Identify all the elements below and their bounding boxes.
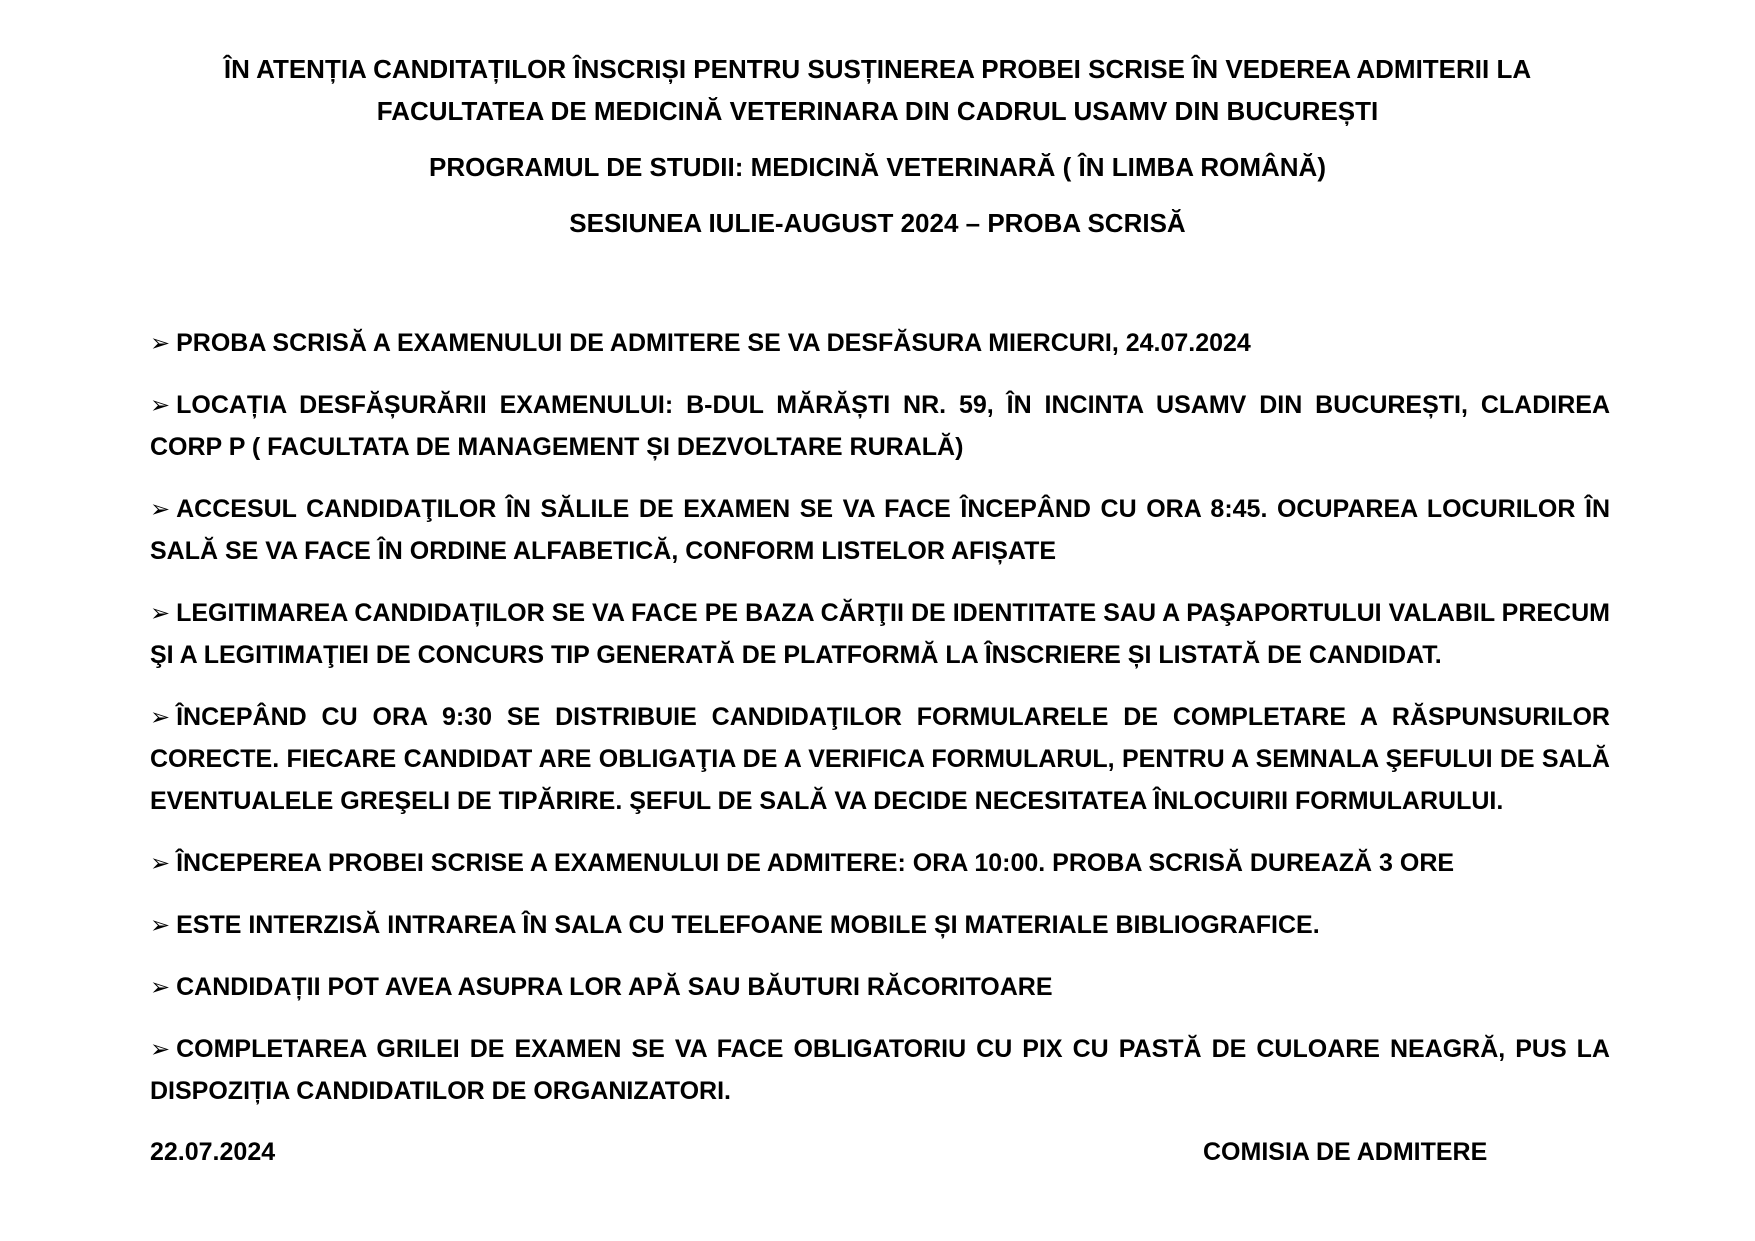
session-title: SESIUNEA IULIE-AUGUST 2024 – PROBA SCRISĂ [569, 208, 1186, 238]
list-item [150, 488, 1610, 572]
arrow-bullet-icon: ➢ [150, 391, 171, 419]
arrow-bullet-icon: ➢ [150, 329, 171, 357]
header-line-1: ÎN ATENȚIA CANDITAȚILOR ÎNSCRIȘI PENTRU SUSȚINEREA PROBEI SCRISE ÎN VEDEREA ADMITERII LA [223, 54, 1532, 84]
arrow-bullet-icon: ➢ [150, 973, 171, 1001]
arrow-bullet-icon: ➢ [150, 1035, 171, 1063]
document-header [150, 48, 1605, 244]
program-title: PROGRAMUL DE STUDII: MEDICINĂ VETERINARĂ ( ÎN LIMBA ROMÂNĂ) [429, 152, 1326, 182]
list-item [150, 904, 1610, 946]
list-item-text: COMPLETAREA GRILEI DE EXAMEN SE VA FACE OBLIGATORIU CU PIX CU PASTĂ DE CULOARE NEAGRĂ, PUS LA DISPOZIȚIA CANDIDATILOR DE ORGANIZATORI. [150, 1035, 1610, 1105]
list-item-text: LOCAȚIA DESFĂȘURĂRII EXAMENULUI: B-DUL MĂRĂȘTI NR. 59, ÎN INCINTA USAMV DIN BUCUREȘTI, CLADIREA CORP P ( FACULTATA DE MANAGEMENT ȘI DEZVOLTARE RURALĂ) [150, 391, 1610, 461]
header-line-2: FACULTATEA DE MEDICINĂ VETERINARA DIN CADRUL USAMV DIN BUCUREȘTI [376, 96, 1379, 126]
arrow-bullet-icon: ➢ [150, 495, 171, 523]
list-item [150, 842, 1610, 884]
list-item-text: ÎNCEPÂND CU ORA 9:30 SE DISTRIBUIE CANDIDAŢILOR FORMULARELE DE COMPLETARE A RĂSPUNSURILOR CORECTE. FIECARE CANDIDAT ARE OBLIGAŢIA DE A VERIFICA FORMULARUL, PENTRU A SEMNALA ŞEFULUI DE SALĂ EVENTUALELE GREŞELI DE TIPĂRIRE. ŞEFUL DE SALĂ VA DECIDE NECESITATEA ÎNLOCUIRII FORMULARULUI. [150, 703, 1610, 815]
arrow-bullet-icon: ➢ [150, 911, 171, 939]
arrow-bullet-icon: ➢ [150, 849, 171, 877]
instructions-list [150, 322, 1610, 1132]
list-item [150, 384, 1610, 468]
list-item [150, 322, 1610, 364]
list-item-text: CANDIDAȚII POT AVEA ASUPRA LOR APĂ SAU BĂUTURI RĂCORITOARE [176, 973, 1053, 1001]
list-item-text: PROBA SCRISĂ A EXAMENULUI DE ADMITERE SE VA DESFĂSURA MIERCURI, 24.07.2024 [176, 329, 1251, 357]
list-item [150, 696, 1610, 822]
list-item [150, 1028, 1610, 1112]
list-item [150, 592, 1610, 676]
list-item-text: ACCESUL CANDIDAŢILOR ÎN SĂLILE DE EXAMEN SE VA FACE ÎNCEPÂND CU ORA 8:45. OCUPAREA LOCURILOR ÎN SALĂ SE VA FACE ÎN ORDINE ALFABETICĂ, CONFORM LISTELOR AFIȘATE [150, 495, 1610, 565]
list-item [150, 966, 1610, 1008]
list-item-text: LEGITIMAREA CANDIDAȚILOR SE VA FACE PE BAZA CĂRŢII DE IDENTITATE SAU A PAŞAPORTULUI VALABIL PRECUM ŞI A LEGITIMAŢIEI DE CONCURS TIP GENERATĂ DE PLATFORMĂ LA ÎNSCRIERE ȘI LISTATĂ DE CANDIDAT. [150, 599, 1610, 669]
signature-block: COMISIA DE ADMITERE [1203, 1138, 1488, 1166]
list-item-text: ÎNCEPEREA PROBEI SCRISE A EXAMENULUI DE ADMITERE: ORA 10:00. PROBA SCRISĂ DUREAZĂ 3 ORE [176, 849, 1455, 877]
arrow-bullet-icon: ➢ [150, 599, 171, 627]
document-date: 22.07.2024 [150, 1138, 276, 1166]
arrow-bullet-icon: ➢ [150, 703, 171, 731]
list-item-text: ESTE INTERZISĂ INTRAREA ÎN SALA CU TELEFOANE MOBILE ȘI MATERIALE BIBLIOGRAFICE. [176, 911, 1320, 939]
